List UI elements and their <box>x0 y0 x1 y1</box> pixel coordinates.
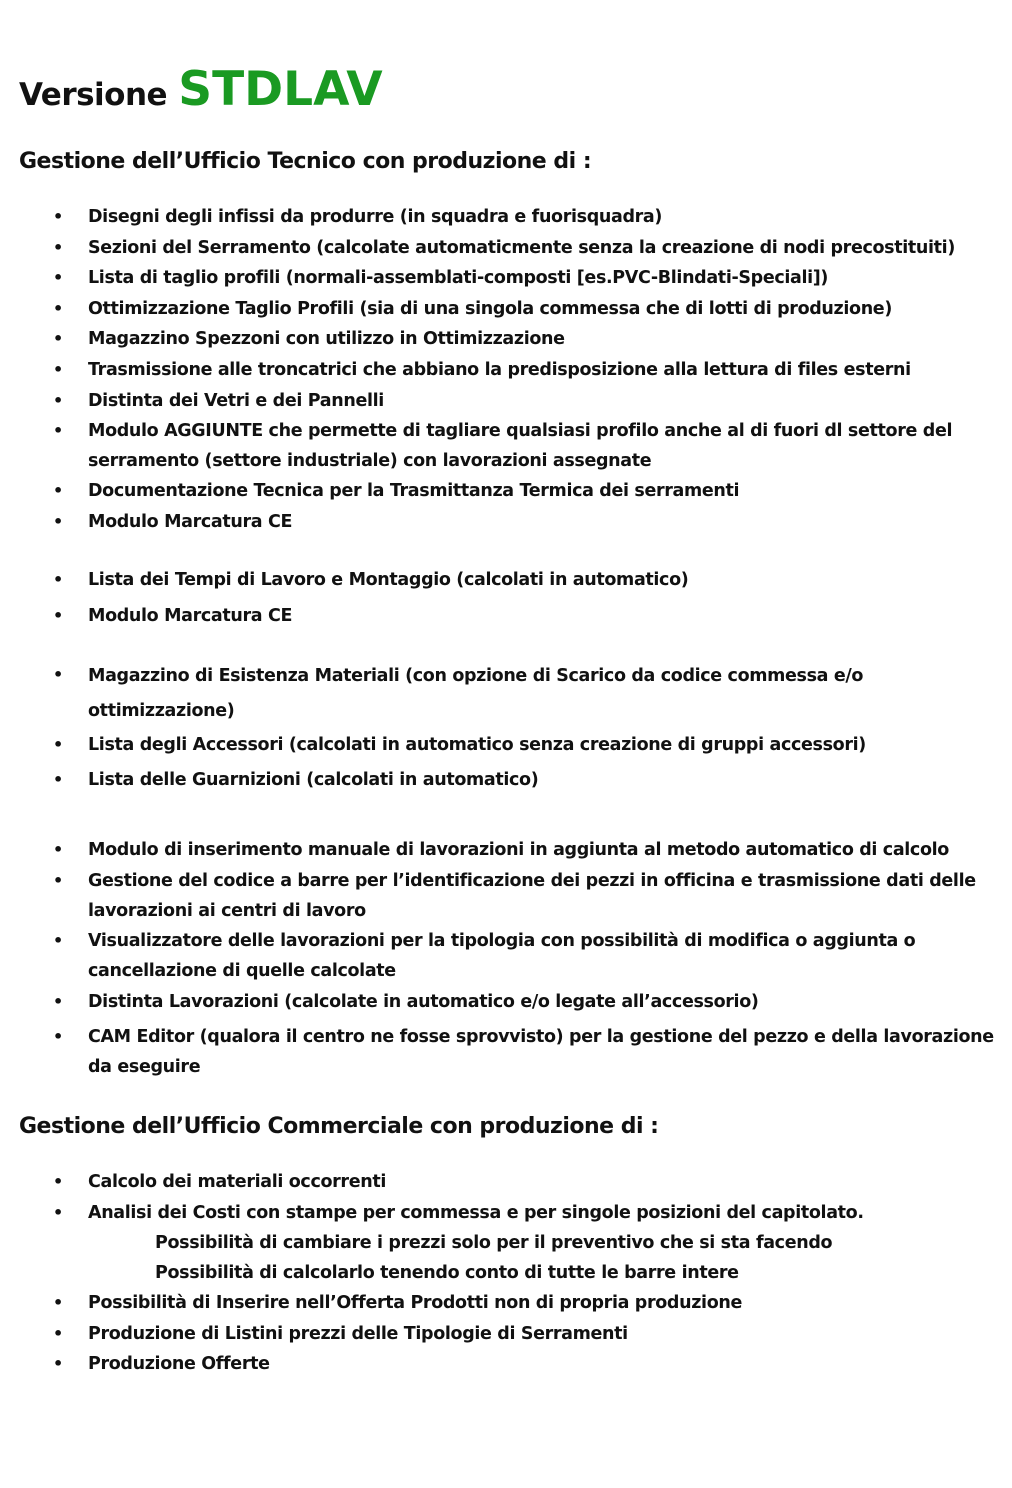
list-item: Disegni degli infissi da produrre (in squadra e fuorisquadra) <box>88 207 663 227</box>
bullet-icon: • <box>53 992 64 1011</box>
list-item: Modulo AGGIUNTE che permette di tagliare qualsiasi profilo anche al di fuori dl settore del serramento (settore industriale) con lavorazioni assegnate <box>88 421 953 471</box>
bullet-icon: • <box>53 268 64 287</box>
bullet-icon: • <box>53 1172 64 1191</box>
list-item: Lista di taglio profili (normali-assemblati-composti [es.PVC-Blindati-Speciali]) <box>88 268 829 288</box>
list-item: Lista dei Tempi di Lavoro e Montaggio (calcolati in automatico) <box>88 570 689 590</box>
list-item: Ottimizzazione Taglio Profili (sia di una singola commessa che di lotti di produzione) <box>88 299 892 319</box>
bullet-icon: • <box>53 931 64 950</box>
list-item: Modulo di inserimento manuale di lavorazioni in aggiunta al metodo automatico di calcolo <box>88 840 949 860</box>
list-item: Modulo Marcatura CE <box>88 512 293 532</box>
product-name: STDLAV <box>178 62 383 117</box>
list-item: Magazzino di Esistenza Materiali (con opzione di Scarico da codice commessa e/o ottimizzazione) <box>88 666 864 721</box>
bullet-icon: • <box>53 1027 64 1046</box>
document-title <box>19 62 383 117</box>
bullet-icon: • <box>53 840 64 859</box>
list-item: Produzione Offerte <box>88 1354 270 1374</box>
section-heading-commerciale: Gestione dell’Ufficio Commerciale con produzione di : <box>19 1114 659 1139</box>
bullet-icon: • <box>53 606 64 625</box>
sub-item: Possibilità di calcolarlo tenendo conto di tutte le barre intere <box>155 1263 739 1283</box>
list-item: Modulo Marcatura CE <box>88 606 293 626</box>
bullet-icon: • <box>53 329 64 348</box>
bullet-icon: • <box>53 512 64 531</box>
bullet-icon: • <box>53 421 64 440</box>
bullet-icon: • <box>53 735 64 754</box>
title-prefix: Versione <box>19 77 168 113</box>
bullet-icon: • <box>53 207 64 226</box>
list-item: CAM Editor (qualora il centro ne fosse sprovvisto) per la gestione del pezzo e della lavorazione da eseguire <box>88 1027 994 1077</box>
list-item: Lista degli Accessori (calcolati in automatico senza creazione di gruppi accessori) <box>88 735 866 755</box>
bullet-icon: • <box>53 238 64 257</box>
list-item: Visualizzatore delle lavorazioni per la tipologia con possibilità di modifica o aggiunta o cancellazione di quelle calcolate <box>88 931 916 981</box>
bullet-icon: • <box>53 299 64 318</box>
sub-item: Possibilità di cambiare i prezzi solo per il preventivo che si sta facendo <box>155 1233 833 1253</box>
bullet-icon: • <box>53 871 64 890</box>
list-item: Documentazione Tecnica per la Trasmittanza Termica dei serramenti <box>88 481 740 501</box>
list-item: Produzione di Listini prezzi delle Tipologie di Serramenti <box>88 1324 628 1344</box>
list-item: Distinta Lavorazioni (calcolate in automatico e/o legate all’accessorio) <box>88 992 759 1012</box>
list-item: Magazzino Spezzoni con utilizzo in Ottimizzazione <box>88 329 565 349</box>
list-item: Trasmissione alle troncatrici che abbiano la predisposizione alla lettura di files esterni <box>88 360 911 380</box>
bullet-icon: • <box>53 570 64 589</box>
bullet-icon: • <box>53 665 64 684</box>
list-item: Analisi dei Costi con stampe per commessa e per singole posizioni del capitolato. <box>88 1203 864 1223</box>
bullet-icon: • <box>53 360 64 379</box>
bullet-icon: • <box>53 1203 64 1222</box>
list-item: Distinta dei Vetri e dei Pannelli <box>88 391 384 411</box>
list-item: Sezioni del Serramento (calcolate automaticmente senza la creazione di nodi precostituiti) <box>88 238 955 258</box>
list-item: Gestione del codice a barre per l’identificazione dei pezzi in officina e trasmissione dati delle lavorazioni ai centri di lavoro <box>88 871 976 921</box>
section-heading-tecnico: Gestione dell’Ufficio Tecnico con produzione di : <box>19 149 592 174</box>
bullet-icon: • <box>53 770 64 789</box>
bullet-icon: • <box>53 481 64 500</box>
bullet-icon: • <box>53 1293 64 1312</box>
bullet-icon: • <box>53 1324 64 1343</box>
list-item: Possibilità di Inserire nell’Offerta Prodotti non di propria produzione <box>88 1293 742 1313</box>
list-item: Lista delle Guarnizioni (calcolati in automatico) <box>88 770 539 790</box>
list-item: Calcolo dei materiali occorrenti <box>88 1172 386 1192</box>
bullet-icon: • <box>53 391 64 410</box>
bullet-icon: • <box>53 1354 64 1373</box>
